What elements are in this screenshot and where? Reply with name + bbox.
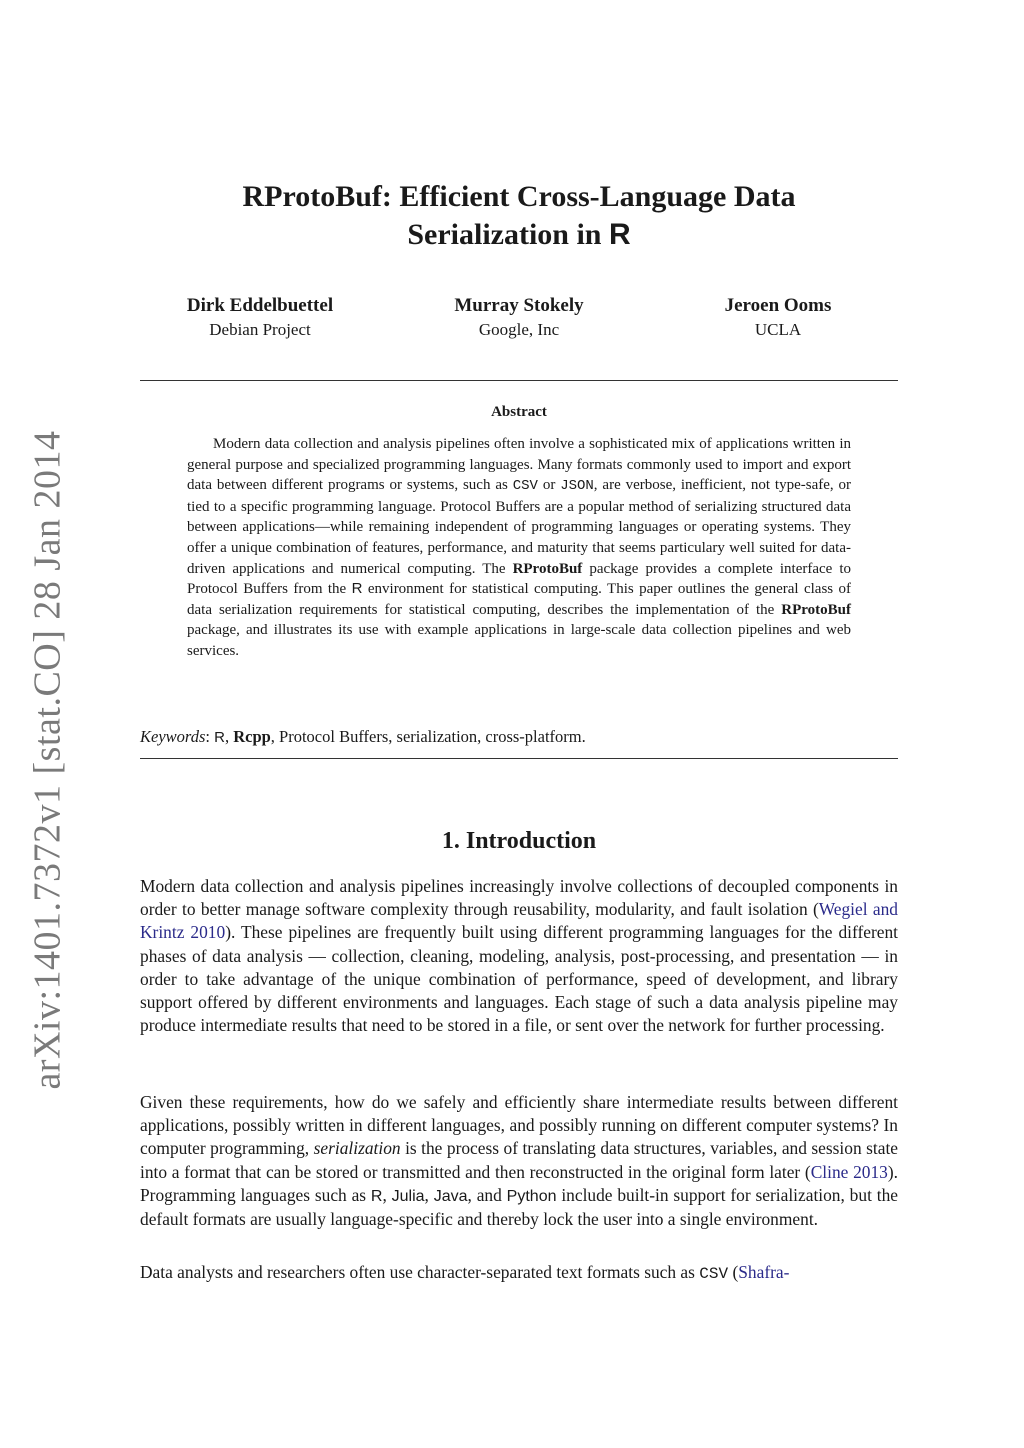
citation-link[interactable]: Wegiel and Krintz 2010	[140, 899, 898, 943]
paragraph-text: ). These pipelines are frequently built using different programming languages for the different phases of data analysis — collection, cleaning, modeling, analysis, post-processing, and presentation — in order to take advantage of the unique combination of performance, speed of development, and library support offered by different environments and languages. Each stage of such a data analysis pipeline may produce intermediate results that need to be stored in a file, or sent over the network for further processing.	[140, 922, 898, 1036]
paragraph-text: Data analysts and researchers often use character-separated text formats such as	[140, 1262, 700, 1282]
arxiv-sidebar	[24, 430, 72, 1090]
paper-title	[140, 178, 898, 254]
keywords-label: Keywords	[140, 727, 206, 746]
keywords-sep: :	[205, 727, 215, 746]
author-name: Murray Stokely	[454, 295, 584, 316]
paragraph-text: ,	[424, 1184, 434, 1205]
citation-link[interactable]: Cline 2013	[810, 1161, 888, 1182]
paragraph-text: , and	[467, 1184, 507, 1205]
paragraph-text: Modern data collection and analysis pipelines increasingly involve collections of decoupled components in order to better manage software complexity through reusability, modularity, and fault isolation (	[140, 876, 898, 920]
keywords-sep: ,	[224, 727, 234, 746]
intro-paragraph-2	[140, 1091, 898, 1231]
intro-paragraph-3	[140, 1261, 898, 1286]
language-java: Java	[433, 1187, 468, 1205]
package-name: RProtoBuf	[512, 560, 583, 577]
author-affiliation: Google, Inc	[478, 320, 560, 339]
paragraph-text: (	[728, 1262, 739, 1282]
paragraph-text: ). Programming languages such as	[140, 1161, 898, 1205]
title-line-2-text: Serialization in	[407, 218, 602, 251]
paragraph-text: include built-in support for serialization, but the default formats are usually language-specific and thereby lock the user into a single environment.	[140, 1184, 898, 1230]
section-heading-introduction: 1. Introduction	[441, 828, 597, 854]
author-3	[658, 294, 898, 342]
abstract-bottom-rule	[140, 758, 898, 759]
keywords-rest: , Protocol Buffers, serialization, cross-platform.	[270, 727, 586, 746]
abstract-top-rule	[140, 380, 898, 381]
format-csv: CSV	[699, 1265, 729, 1283]
abstract-part: Modern data collection and analysis pipelines often involve a sophisticated mix of applications written in general purpose and specialized programming languages. Many formats commonly used to import and export data between different programs or systems, such as	[187, 436, 851, 494]
abstract-part: environment for statistical computing. This paper outlines the general class of data serialization requirements for statistical computing, describes the implementation of the	[187, 581, 852, 618]
citation-link[interactable]: Shafra-	[738, 1262, 790, 1282]
abstract-part: package, and illustrates its use with example applications in large-scale data collection pipelines and web services.	[187, 622, 851, 659]
arxiv-identifier: arXiv:1401.7372v1 [stat.CO] 28 Jan 2014	[27, 430, 70, 1090]
author-name: Jeroen Ooms	[724, 295, 832, 316]
paragraph-text: ,	[382, 1184, 392, 1205]
paragraph-text: is the process of translating data structures, variables, and session state into a format that can be stored or transmitted and then reconstructed in the original form later (	[140, 1138, 898, 1182]
author-block	[140, 294, 898, 342]
title-line-1: RProtoBuf: Efficient Cross-Language Data	[242, 180, 796, 213]
abstract-text	[187, 434, 851, 662]
language-r: R	[370, 1187, 383, 1205]
keywords-line	[140, 726, 898, 749]
format-json: JSON	[560, 478, 594, 495]
author-1	[140, 294, 380, 342]
author-name: Dirk Eddelbuettel	[186, 295, 334, 316]
language-r: R	[351, 580, 363, 598]
emphasis-serialization: serialization	[313, 1138, 401, 1159]
language-julia: Julia	[391, 1187, 425, 1205]
format-csv: CSV	[512, 478, 538, 495]
intro-paragraph-1	[140, 875, 898, 1037]
keyword-rcpp: Rcpp	[233, 727, 271, 746]
language-python: Python	[506, 1187, 557, 1205]
author-2	[399, 294, 639, 342]
author-affiliation: UCLA	[754, 320, 802, 339]
abstract-part: , are verbose, inefficient, not type-safe, or tied to a specific programming language. Protocol Buffers are a popular method of serializing structured data between applications—while remaining independent of programming languages or operating systems. They offer a unique combination of features, performance, and maturity that seems particulary well suited for data-driven applications and numerical computing. The	[187, 477, 851, 577]
title-r-language: R	[609, 218, 631, 251]
abstract-part: or	[537, 477, 561, 494]
author-affiliation: Debian Project	[209, 320, 311, 339]
package-name: RProtoBuf	[781, 601, 851, 618]
title-line-2	[140, 216, 898, 254]
keyword-r: R	[214, 729, 225, 746]
abstract-heading: Abstract	[491, 404, 547, 420]
abstract-part: package provides a complete interface to Protocol Buffers from the	[187, 560, 852, 598]
paragraph-text: Given these requirements, how do we safely and efficiently share intermediate results between different applications, possibly written in different languages, and possibly running on different computer systems? In computer programming,	[140, 1092, 898, 1159]
